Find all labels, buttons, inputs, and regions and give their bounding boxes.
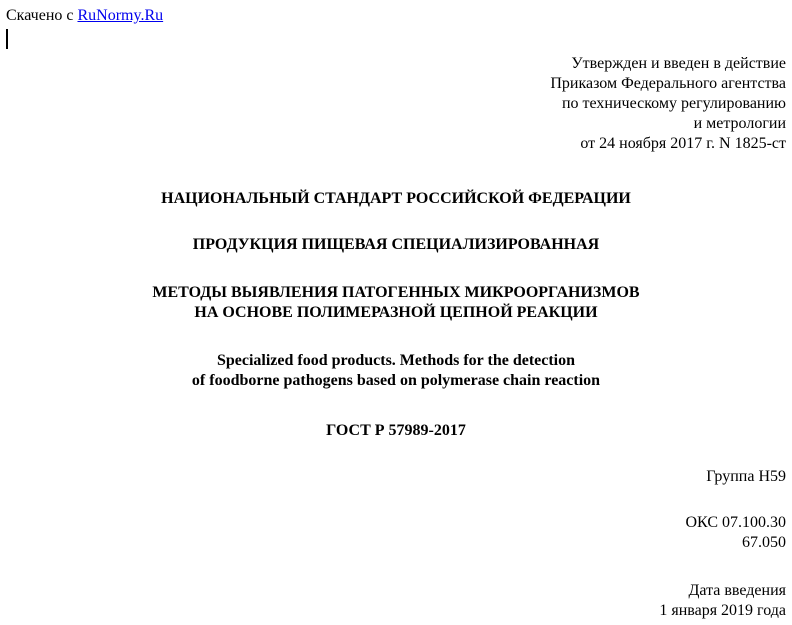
english-line-1: Specialized food products. Methods for the detection (216, 352, 576, 369)
approval-block (550, 54, 786, 154)
oks-line-1: ОКС 07.100.30 (685, 514, 786, 531)
oks-line-2: 67.050 (742, 534, 786, 551)
english-line-2: of foodborne pathogens based on polymerase chain reaction (191, 372, 601, 389)
effective-date (659, 581, 786, 621)
oks-codes (686, 513, 787, 553)
product-heading (0, 235, 792, 255)
methods-heading (0, 283, 792, 323)
approval-line: и метрологии (693, 115, 786, 132)
methods-line-2: НА ОСНОВЕ ПОЛИМЕРАЗНОЙ ЦЕПНОЙ РЕАКЦИИ (194, 304, 598, 321)
product-text: ПРОДУКЦИЯ ПИЩЕВАЯ СПЕЦИАЛИЗИРОВАННАЯ (192, 236, 600, 253)
runormy-link[interactable]: RuNormy.Ru (77, 7, 164, 24)
effective-label: Дата введения (688, 582, 786, 599)
approval-line: Приказом Федерального агентства (550, 75, 786, 92)
approval-line: Утвержден и введен в действие (571, 55, 786, 72)
methods-line-1: МЕТОДЫ ВЫЯВЛЕНИЯ ПАТОГЕННЫХ МИКРООРГАНИЗМОВ (152, 284, 640, 301)
text-cursor (6, 29, 8, 49)
approval-line: от 24 ноября 2017 г. N 1825-ст (580, 135, 786, 152)
gost-designation (0, 421, 792, 441)
gost-text: ГОСТ Р 57989-2017 (326, 422, 466, 439)
group-code (706, 467, 786, 487)
source-line (6, 6, 163, 26)
effective-date-value: 1 января 2019 года (659, 602, 786, 619)
approval-line: по техническому регулированию (561, 95, 786, 112)
national-standard-heading (0, 189, 792, 209)
national-standard-text: НАЦИОНАЛЬНЫЙ СТАНДАРТ РОССИЙСКОЙ ФЕДЕРАЦИИ (161, 190, 631, 207)
source-prefix: Скачено с (6, 7, 74, 24)
english-title (0, 351, 792, 391)
group-text: Группа Н59 (706, 468, 786, 485)
